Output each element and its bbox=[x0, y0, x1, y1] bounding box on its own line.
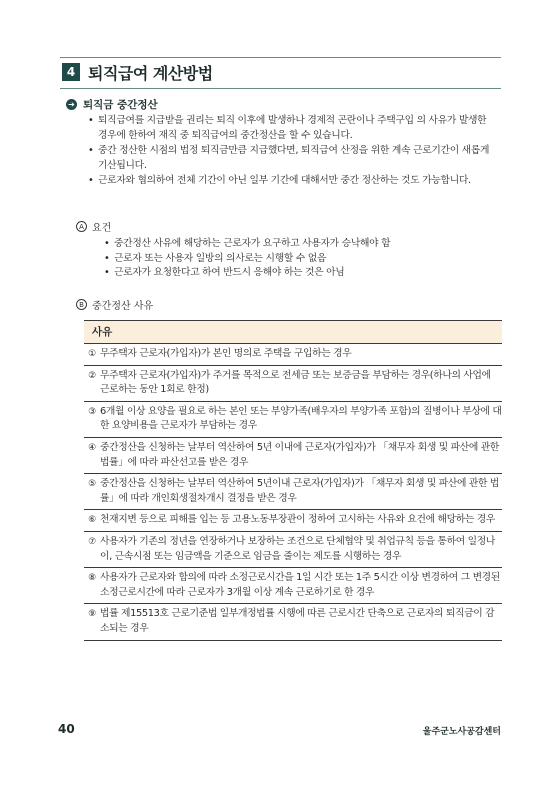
subsection-heading bbox=[66, 97, 158, 112]
row-text: 사용자가 기존의 정년을 연장하거나 보장하는 조건으로 단체협약 및 취업규칙 등을 통하여 일정나이, 근속시점 또는 임금액을 기준으로 임금을 줄이는 제도를 시행하는 경우 bbox=[100, 535, 495, 562]
arrow-right-circle-icon: ➔ bbox=[66, 99, 77, 110]
row-text: 천재지변 등으로 피해를 입는 등 고용노동부장관이 정하여 고시하는 사유와 요건에 해당하는 경우 bbox=[100, 514, 495, 526]
bullet-item: • 근로자와 협의하여 전체 기간이 아닌 일부 기간에 대해서만 중간 정산하는 것도 가능합니다. bbox=[88, 174, 498, 189]
requirements-title: 요건 bbox=[92, 223, 112, 234]
table-row bbox=[84, 438, 502, 474]
row-text: 법률 제15513호 근로기준법 일부개정법률 시행에 따른 근로시간 단축으로 근로자의 퇴직금이 감소되는 경우 bbox=[100, 608, 495, 634]
subsection-title: 퇴직금 중간정산 bbox=[83, 99, 158, 111]
row-text: 6개월 이상 요양을 필요로 하는 본인 또는 부양가족(배우자의 부양가족 포함)의 질병이나 부상에 대한 요양비용을 근로자가 부담하는 경우 bbox=[100, 405, 502, 432]
header-bottom-rule bbox=[60, 88, 501, 89]
requirement-item: • 근로자가 요청한다고 하여 반드시 응해야 하는 것은 아님 bbox=[104, 266, 494, 281]
table-row bbox=[84, 366, 502, 402]
requirement-item: • 중간정산 사유에 해당하는 근로자가 요구하고 사용자가 승낙해야 함 bbox=[104, 237, 494, 252]
row-text: 무주택자 근로자(가입자)가 본인 명의로 주택을 구입하는 경우 bbox=[100, 348, 352, 359]
table-row bbox=[84, 604, 502, 640]
requirements-heading bbox=[76, 219, 111, 234]
row-text: 사용자가 근로자와 합의에 따라 소정근로시간을 1일 시간 또는 1주 5시간 이상 변경하여 그 변경된 소정근로시간에 따라 근로자가 3개월 이상 계속 근로하기로 한 경우 bbox=[100, 572, 500, 598]
table-row bbox=[84, 474, 502, 510]
table-row bbox=[84, 532, 502, 568]
intro-bullet-list bbox=[88, 114, 498, 190]
section-title: 퇴직급여 계산방법 bbox=[88, 64, 213, 83]
circled-a-icon: A bbox=[76, 221, 87, 232]
footer-organization: 울주군노사공감센터 bbox=[422, 727, 501, 737]
row-text: 중간정산을 신청하는 날부터 역산하여 5년 이내에 근로자(가입자)가 「채무자 회생 및 파산에 관한 법률」에 따라 파산선고를 받은 경우 bbox=[100, 441, 500, 468]
row-number: ⑤ bbox=[88, 479, 96, 490]
header-top-rule bbox=[60, 57, 501, 58]
reasons-table bbox=[84, 320, 502, 641]
row-number: ⑧ bbox=[88, 573, 96, 584]
table-row bbox=[84, 510, 502, 532]
row-number: ③ bbox=[88, 406, 96, 417]
table-row bbox=[84, 344, 502, 366]
requirements-list bbox=[104, 237, 494, 281]
row-text: 무주택자 근로자(가입자)가 주거를 목적으로 전세금 또는 보증금을 부담하는 경우(하나의 사업에 근로하는 동안 1회로 한정) bbox=[100, 369, 491, 396]
table-row bbox=[84, 402, 502, 438]
circled-b-icon: B bbox=[76, 299, 87, 310]
page-number: 40 bbox=[58, 722, 75, 736]
bullet-item: • 퇴직급여를 지급받을 권리는 퇴직 이후에 발생하나 경제적 곤란이나 주택구입 의 사유가 발생한 경우에 한하여 재직 중 퇴직급여의 중간정산을 할 수 있습니다. bbox=[88, 114, 498, 143]
table-header: 사유 bbox=[84, 320, 502, 344]
row-number: ⑦ bbox=[88, 536, 96, 547]
row-number: ④ bbox=[88, 442, 96, 453]
reasons-title: 중간정산 사유 bbox=[92, 301, 154, 312]
bullet-item: • 중간 정산한 시점의 법정 퇴직금만큼 지급했다면, 퇴직급여 산정을 위한 계속 근로기간이 새롭게 기산됩니다. bbox=[88, 144, 498, 173]
row-number: ② bbox=[88, 370, 96, 381]
requirement-item: • 근로자 또는 사용자 일방의 의사로는 시행할 수 없음 bbox=[104, 252, 494, 267]
row-number: ① bbox=[88, 349, 96, 359]
row-text: 중간정산을 신청하는 날부터 역산하여 5년이내 근로자(가입자)가 「채무자 회생 및 파산에 관한 법률」에 따라 개인회생절차개시 결정을 받은 경우 bbox=[100, 478, 500, 504]
section-number-badge: 4 bbox=[62, 63, 80, 81]
row-number: ⑥ bbox=[88, 515, 96, 526]
table-row bbox=[84, 568, 502, 604]
reasons-heading bbox=[76, 297, 153, 312]
row-number: ⑨ bbox=[88, 609, 96, 620]
